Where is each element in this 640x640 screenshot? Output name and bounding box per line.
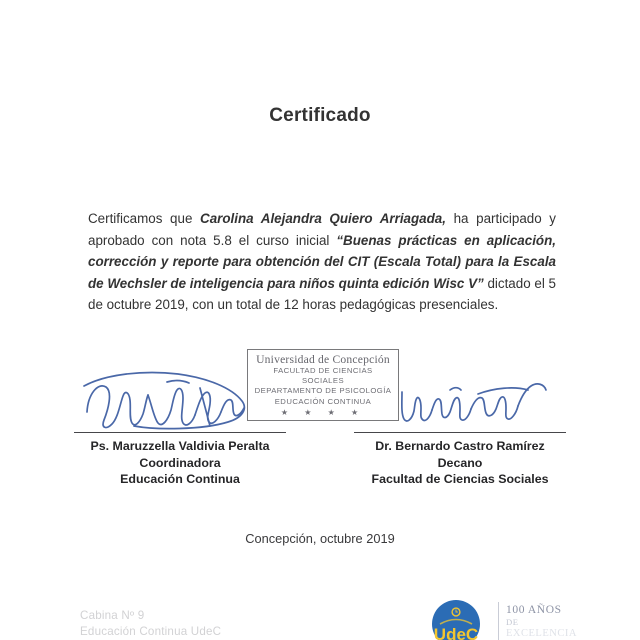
signature-block-right: [354, 432, 566, 488]
stamp-stars: ★ ★ ★ ★: [280, 407, 366, 417]
signatory-role-right: Decano: [437, 455, 483, 470]
logo-tagline-line-1: 100 AÑOS: [506, 604, 562, 616]
stamp-faculty: FACULTAD DE CIENCIAS SOCIALES: [273, 366, 373, 386]
signatory-unit-left: Educación Continua: [120, 472, 240, 486]
logo-tagline: [506, 604, 598, 640]
certificate-body-text: [88, 208, 556, 316]
svg-text:UdeC: UdeC: [433, 625, 479, 640]
stamp-unit: EDUCACIÓN CONTINUA: [274, 396, 372, 406]
page-title: Certificado: [269, 105, 371, 126]
body-segment-1: Carolina Alejandra Quiero Arriagada,: [200, 211, 446, 226]
footer-note: [80, 608, 221, 640]
stamp-institution: Universidad de Concepción: [256, 353, 390, 366]
body-segment-3: “Buenas prácticas en aplicación, corrección y reporte para obtención del CIT (Escala Total) para la Escala de Wechsler de inteligencia para niños quinta edición Wisc V”: [88, 232, 556, 291]
footer-note-line-2: Educación Continua UdeC: [80, 625, 222, 638]
stamp-department: DEPARTAMENTO DE PSICOLOGÍA: [254, 386, 392, 396]
signature-ink-left: [82, 368, 252, 436]
footer-note-line-1: Cabina Nº 9: [80, 609, 145, 622]
body-segment-2: ha participado y aprobado con nota 5.8 el curso inicial: [88, 211, 556, 248]
signatory-unit-right: Facultad de Ciencias Sociales: [371, 472, 549, 486]
signatory-name-right: Dr. Bernardo Castro Ramírez: [375, 439, 545, 453]
signature-rule-right: [354, 432, 566, 433]
footer-logo: [426, 598, 596, 640]
logo-divider: [498, 602, 499, 640]
body-segment-0: Certificamos que: [88, 211, 201, 226]
body-segment-4: dictado el 5 de octubre 2019, con un total de 12 horas pedagógicas presenciales.: [88, 275, 556, 312]
place-and-date: Concepción, octubre 2019: [245, 531, 395, 546]
signature-rule-left: [74, 432, 286, 433]
logo-tagline-line-2: DE: [506, 617, 519, 627]
signatory-name-left: Ps. Maruzzella Valdivia Peralta: [90, 439, 270, 453]
logo-tagline-line-3: EXCELENCIA: [506, 628, 577, 639]
signatory-role-left: Coordinadora: [139, 455, 221, 470]
signature-ink-right: [398, 374, 548, 432]
udec-logo-icon: [426, 598, 492, 640]
signature-block-left: [74, 432, 286, 488]
official-stamp: [247, 349, 399, 421]
